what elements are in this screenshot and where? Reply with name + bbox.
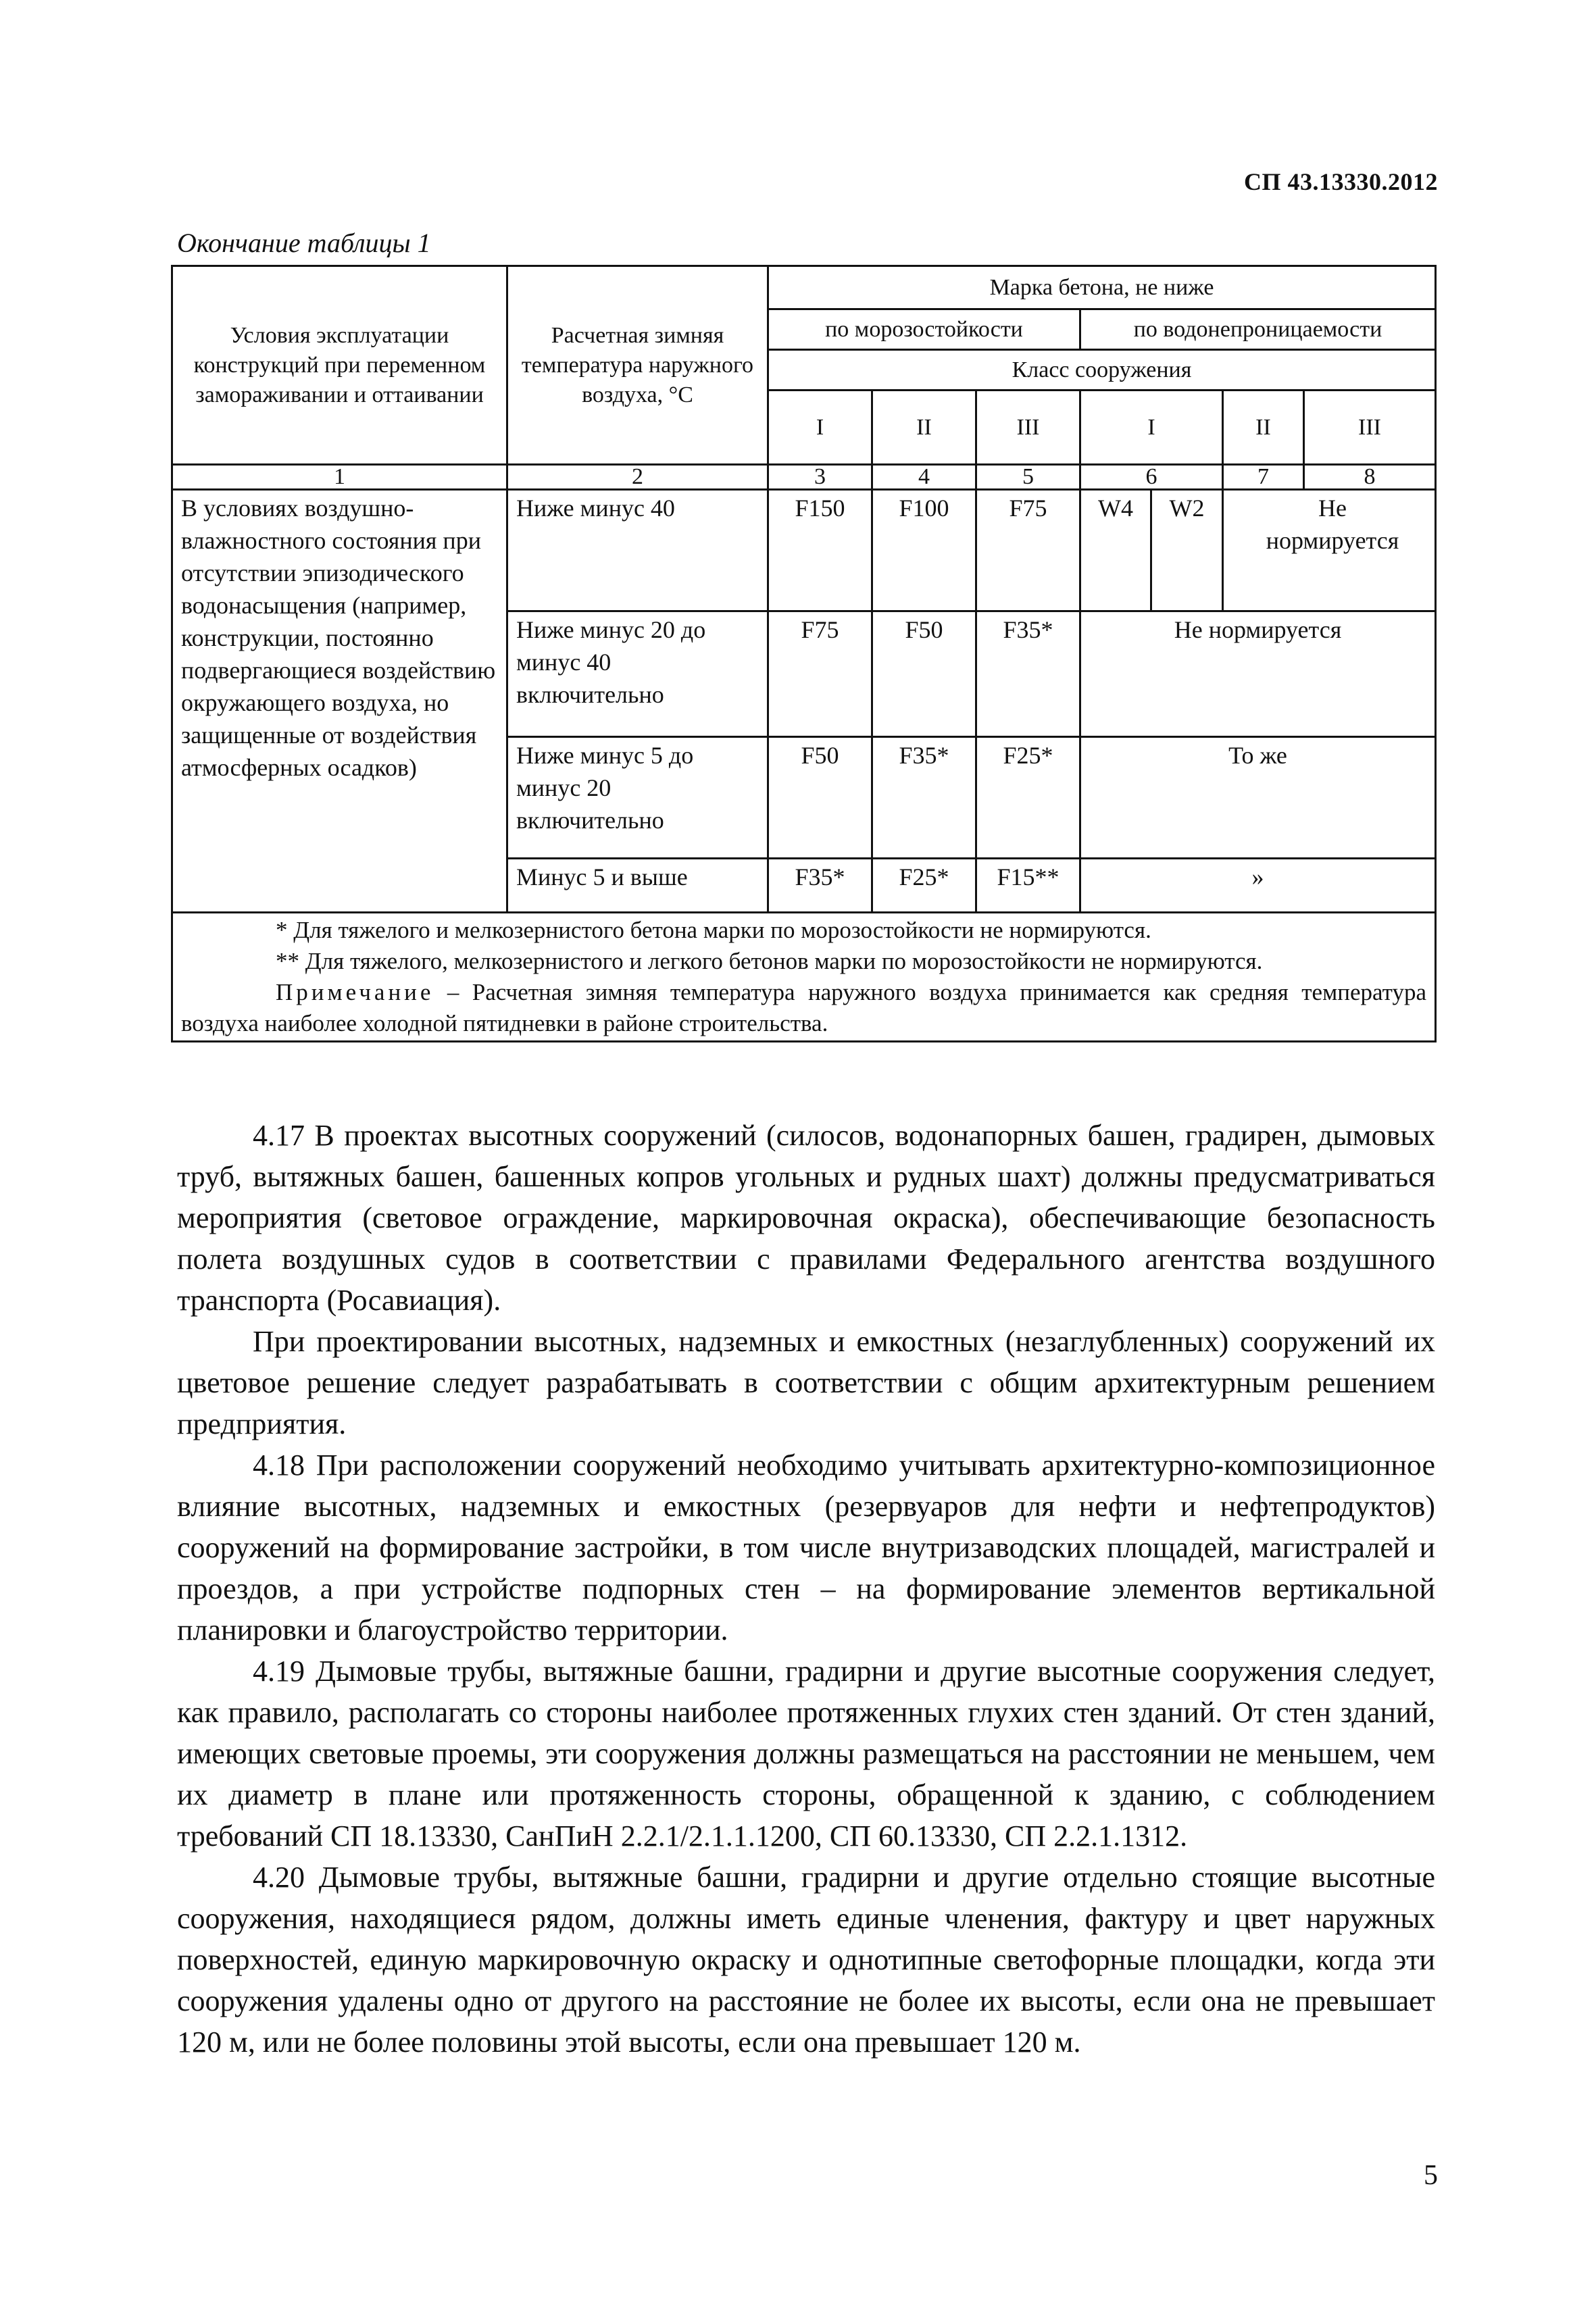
- concrete-grade-table: [171, 265, 1437, 1042]
- temperature-cell: Ниже минус 5 до минус 20 включительно: [507, 737, 768, 859]
- frost-grade-cell: F75: [976, 490, 1080, 611]
- water-grade-cell: Не нормируется: [1080, 611, 1436, 737]
- document-code: СП 43.13330.2012: [1244, 168, 1438, 195]
- column-number: 1: [172, 465, 507, 490]
- frost-grade-cell: F50: [872, 611, 976, 737]
- table-caption: Окончание таблицы 1: [177, 228, 431, 258]
- paragraph-4-20: 4.20 Дымовые трубы, вытяжные башни, градирни и другие отдельно стоящие высотные сооружения, находящиеся рядом, должны иметь единые членения, фактуру и цвет наружных поверхностей, единую маркировочную окраску и однотипные светофорные площадки, когда эти сооружения удалены одно от другого на расстояние не более их высоты, если она не превышает 120 м, или не более половины этой высоты, если она превышает 120 м.: [177, 1861, 1435, 2059]
- temperature-cell: Ниже минус 40: [507, 490, 768, 611]
- footnote-2: ** Для тяжелого, мелкозернистого и легкого бетонов марки по морозостойкости не нормируются.: [276, 948, 1263, 974]
- header-temperature: Расчетная зимняя температура наружного воздуха, °С: [507, 266, 768, 465]
- class-cell: II: [872, 391, 976, 465]
- operating-conditions-cell: В условиях воздушно-влажностного состояния при отсутствии эпизодического водонасыщения (например, конструкции, постоянно подвергающиеся воздействию окружающего воздуха, но защищенные от воздействия атмосферных осадков): [172, 490, 507, 913]
- water-grade-cell: То же: [1080, 737, 1436, 859]
- column-number: 3: [768, 465, 872, 490]
- class-cell: I: [768, 391, 872, 465]
- frost-grade-cell: F35*: [872, 737, 976, 859]
- paragraph-4-17: 4.17 В проектах высотных сооружений (силосов, водонапорных башен, градирен, дымовых труб, вытяжных башен, башенных копров угольных и рудных шахт) должны предусматриваться мероприятия (световое ограждение, маркировочная окраска), обеспечивающие безопасность полета воздушных судов в соответствии с правилами Федерального агентства воздушного транспорта (Росавиация).: [177, 1119, 1435, 1317]
- header-grade: Марка бетона, не ниже: [768, 266, 1436, 309]
- water-grade-cell: Не нормируется: [1223, 490, 1436, 611]
- table-note: [181, 977, 1426, 1039]
- frost-grade-cell: F100: [872, 490, 976, 611]
- note-label: Примечание: [276, 979, 434, 1005]
- frost-grade-cell: F25*: [976, 737, 1080, 859]
- paragraph-4-18: 4.18 При расположении сооружений необходимо учитывать архитектурно-композиционное влияние высотных, надземных и емкостных (резервуаров для нефти и нефтепродуктов) сооружений на формирование застройки, в том числе внутризаводских площадей, магистралей и проездов, а при устройстве подпорных стен – на формирование элементов вертикальной планировки и благоустройство территории.: [177, 1449, 1435, 1646]
- header-structure-class: Класс сооружения: [768, 350, 1436, 391]
- frost-grade-cell: F75: [768, 611, 872, 737]
- frost-grade-cell: F35*: [976, 611, 1080, 737]
- column-number: 6: [1080, 465, 1223, 490]
- column-number: 7: [1223, 465, 1304, 490]
- column-number: 2: [507, 465, 768, 490]
- column-number: 8: [1304, 465, 1436, 490]
- frost-grade-cell: F50: [768, 737, 872, 859]
- table-notes: [172, 913, 1436, 1042]
- header-frost-resistance: по морозостойкости: [768, 309, 1080, 350]
- frost-grade-cell: F150: [768, 490, 872, 611]
- class-cell: I: [1080, 391, 1223, 465]
- water-grade-cell: »: [1080, 859, 1436, 913]
- header-water-resistance: по водонепроницаемости: [1080, 309, 1436, 350]
- water-grade-cell: W4: [1080, 490, 1151, 611]
- frost-grade-cell: F35*: [768, 859, 872, 913]
- paragraph-color-solution: При проектировании высотных, надземных и емкостных (незаглубленных) сооружений их цветовое решение следует разрабатывать в соответствии с общим архитектурным решением предприятия.: [177, 1325, 1435, 1440]
- water-grade-cell: W2: [1151, 490, 1223, 611]
- column-number: 5: [976, 465, 1080, 490]
- frost-grade-cell: F25*: [872, 859, 976, 913]
- paragraph-4-19: 4.19 Дымовые трубы, вытяжные башни, градирни и другие высотные сооружения следует, как правило, располагать со стороны наиболее протяженных глухих стен зданий. От стен зданий, имеющих световые проемы, эти сооружения должны размещаться на расстоянии не меньшем, чем их диаметр в плане или протяженность стороны, обращенной к зданию, с соблюдением требований СП 18.13330, СанПиН 2.2.1/2.1.1.1200, СП 60.13330, СП 2.2.1.1312.: [177, 1655, 1435, 1853]
- header-conditions: Условия эксплуатации конструкций при переменном замораживании и оттаивании: [172, 266, 507, 465]
- temperature-cell: Минус 5 и выше: [507, 859, 768, 913]
- class-cell: III: [976, 391, 1080, 465]
- page-number: 5: [1424, 2160, 1438, 2191]
- frost-grade-cell: F15**: [976, 859, 1080, 913]
- body-text: [177, 1115, 1435, 2063]
- class-cell: III: [1304, 391, 1436, 465]
- class-cell: II: [1223, 391, 1304, 465]
- footnote-1: * Для тяжелого и мелкозернистого бетона марки по морозостойкости не нормируются.: [276, 917, 1151, 943]
- column-number: 4: [872, 465, 976, 490]
- note-text: – Расчетная зимняя температура наружного воздуха принимается как средняя температура воздуха наиболее холодной пятидневки в районе строительства.: [181, 979, 1427, 1036]
- temperature-cell: Ниже минус 20 до минус 40 включительно: [507, 611, 768, 737]
